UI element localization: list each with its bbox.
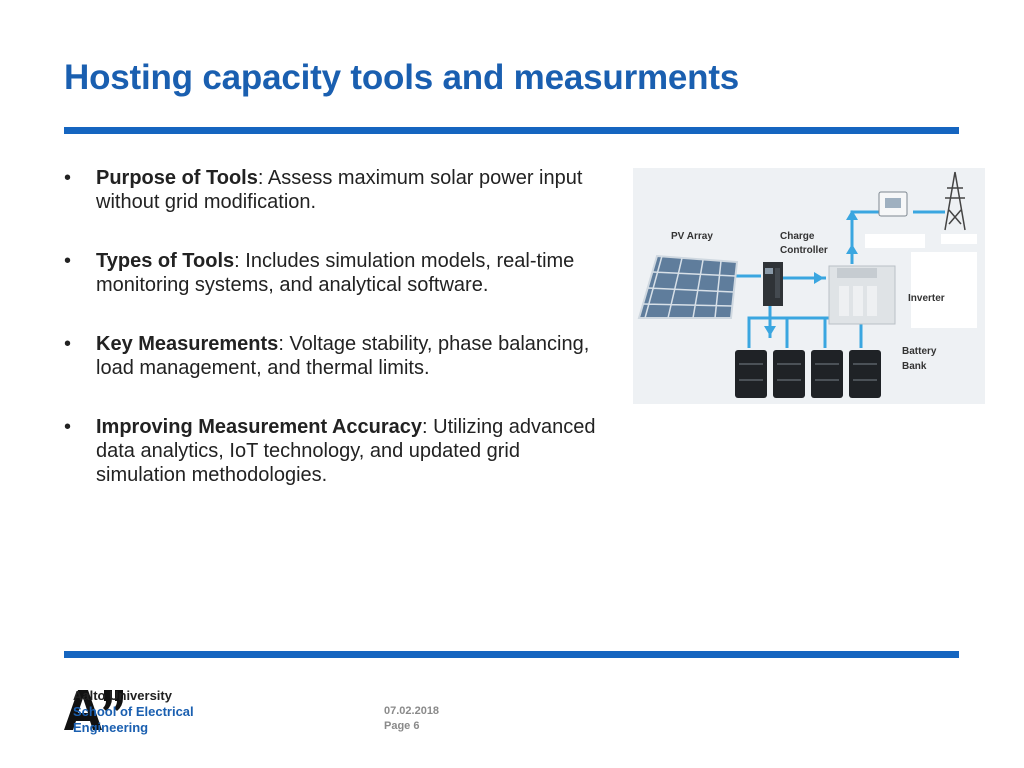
bullet-item xyxy=(64,249,609,297)
white-patch xyxy=(941,234,977,244)
charge-controller-icon xyxy=(763,262,783,306)
battery-bank-label-1: Battery xyxy=(902,346,937,357)
bullet-marker: • xyxy=(64,250,72,272)
top-divider xyxy=(64,127,959,134)
bullet-separator: : xyxy=(234,250,246,272)
bullet-text: Voltage stability, phase balancing, load management, and thermal limits. xyxy=(96,333,590,379)
bullet-term: Types of Tools xyxy=(96,250,235,272)
bullet-term: Key Measurements xyxy=(96,333,279,355)
page-number: Page 6 xyxy=(384,720,420,732)
university-name: Aalto University xyxy=(73,688,172,703)
footer-meta xyxy=(384,704,439,734)
university-block xyxy=(73,688,194,736)
inverter-label: Inverter xyxy=(908,293,945,304)
solar-system-diagram xyxy=(633,168,985,404)
bullet-text: Utilizing advanced data analytics, IoT technology, and updated grid simulation methodologies. xyxy=(96,416,596,486)
pv-array-icon xyxy=(639,256,737,318)
charge-controller-label-1: Charge xyxy=(780,231,815,242)
bullet-list xyxy=(64,166,609,522)
school-name-line1: School of Electrical xyxy=(73,704,194,719)
bullet-marker: • xyxy=(64,416,72,438)
battery-bank-label-2: Bank xyxy=(902,361,927,372)
meter-icon xyxy=(879,192,907,216)
bullet-text: Assess maximum solar power input without grid modification. xyxy=(96,167,583,213)
bullet-marker: • xyxy=(64,333,72,355)
white-patch xyxy=(865,234,925,248)
bullet-marker: • xyxy=(64,167,72,189)
slide-date: 07.02.2018 xyxy=(384,705,440,717)
bullet-term: Improving Measurement Accuracy xyxy=(96,416,423,438)
bottom-divider xyxy=(64,651,959,658)
charge-controller-label-2: Controller xyxy=(780,245,828,256)
bullet-item xyxy=(64,415,609,487)
bullet-item xyxy=(64,332,609,380)
bullet-separator: : xyxy=(422,416,434,438)
bullet-text: Includes simulation models, real-time monitoring systems, and analytical software. xyxy=(96,250,575,296)
bullet-separator: : xyxy=(257,167,268,189)
slide-title: Hosting capacity tools and measurments xyxy=(64,58,740,97)
pv-array-label: PV Array xyxy=(671,231,713,242)
school-name-line2: Engineering xyxy=(73,720,149,735)
bullet-item xyxy=(64,166,609,214)
bullet-separator: : xyxy=(278,333,290,355)
bullet-term: Purpose of Tools xyxy=(96,167,258,189)
